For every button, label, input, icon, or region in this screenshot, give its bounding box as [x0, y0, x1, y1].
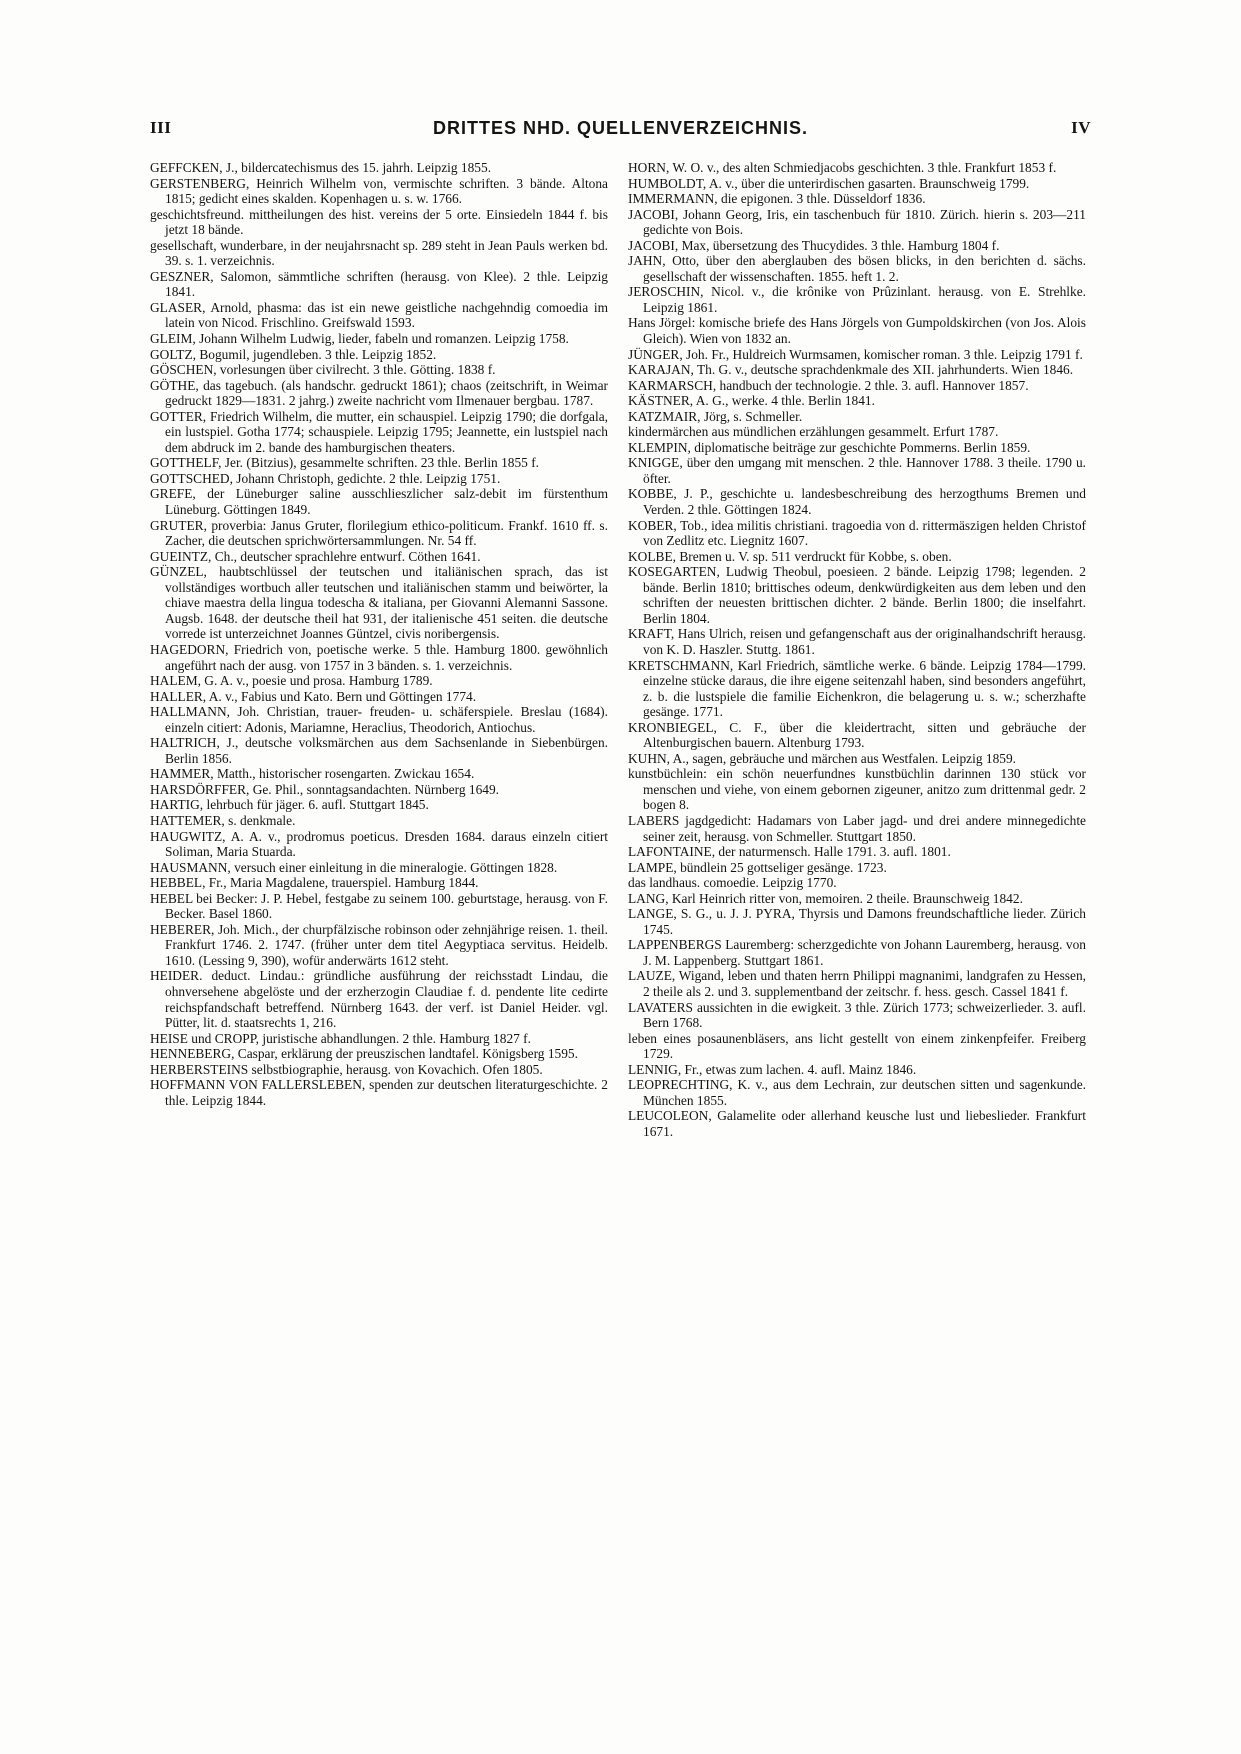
- bibliography-entry: KRETSCHMANN, Karl Friedrich, sämtliche werke. 6 bände. Leipzig 1784—1799. einzelne stücke daraus, die ihre eigene seitenzahl haben, sind besonders angeführt, z. b. die lustspiele die familie Eichenkron, die belagerung u. s. w.; scherzhafte gesänge. 1771.: [628, 657, 1086, 720]
- bibliography-entry: HERBERSTEINS selbstbiographie, herausg. von Kovachich. Ofen 1805.: [150, 1061, 543, 1077]
- bibliography-entry: LEUCOLEON, Galamelite oder allerhand keusche lust und liebeslieder. Frankfurt 1671.: [628, 1108, 1086, 1139]
- bibliography-entry: GOLTZ, Bogumil, jugendleben. 3 thle. Leipzig 1852.: [150, 346, 437, 362]
- bibliography-entry: GOTTSCHED, Johann Christoph, gedichte. 2 thle. Leipzig 1751.: [150, 470, 501, 486]
- bibliography-entry: GÖTHE, das tagebuch. (als handschr. gedruckt 1861); chaos (zeitschrift, in Weimar gedruckt 1829—1831. 2 jahrg.) zweite nachricht vom Ilmenauer bergbau. 1787.: [150, 377, 608, 409]
- bibliography-entry: KOBER, Tob., idea militis christiani. tragoedia von d. rittermäszigen helden Christof von Zedlitz etc. Liegnitz 1607.: [628, 517, 1086, 549]
- bibliography-entry: HEBEL bei Becker: J. P. Hebel, festgabe zu seinem 100. geburtstage, herausg. von F. Becker. Basel 1860.: [150, 890, 608, 922]
- bibliography-entry: KOLBE, Bremen u. V. sp. 511 verdruckt für Kobbe, s. oben.: [628, 548, 952, 564]
- left-page-number: III: [150, 118, 172, 137]
- bibliography-entry: LAMPE, bündlein 25 gottseliger gesänge. 1723.: [628, 859, 887, 875]
- bibliography-entry: KARAJAN, Th. G. v., deutsche sprachdenkmale des XII. jahrhunderts. Wien 1846.: [628, 362, 1074, 378]
- left-column: [150, 160, 608, 1108]
- bibliography-entry: JACOBI, Max, übersetzung des Thucydides. 3 thle. Hamburg 1804 f.: [628, 237, 1000, 253]
- bibliography-entry: Hans Jörgel: komische briefe des Hans Jörgels von Gumpoldskirchen (von Jos. Alois Gleich). Wien von 1832 an.: [628, 315, 1086, 347]
- bibliography-entry: KOSEGARTEN, Ludwig Theobul, poesieen. 2 bände. Leipzig 1798; legenden. 2 bände. Berlin 1810; brittisches odeum, denkwürdigkeiten aus dem leben und den schriften der neuesten brittischen dichter. 2 bände. Berlin 1800; die inselfahrt. Berlin 1804.: [628, 564, 1086, 626]
- bibliography-entry: kindermärchen aus mündlichen erzählungen gesammelt. Erfurt 1787.: [628, 424, 999, 440]
- bibliography-entry: LAUZE, Wigand, leben und thaten herrn Philippi magnanimi, landgrafen zu Hessen, 2 theile als 2. und 3. supplementband der zeitschr. f. hess. gesch. Cassel 1841 f.: [628, 968, 1086, 999]
- right-column: [628, 160, 1086, 1139]
- bibliography-entry: LANGE, S. G., u. J. J. PYRA, Thyrsis und Damons freundschaftliche lieder. Zürich 1745.: [628, 906, 1086, 937]
- bibliography-entry: leben eines posaunenbläsers, ans licht gestellt von einem zinkenpfeifer. Freiberg 1729.: [628, 1030, 1086, 1062]
- bibliography-entry: GLEIM, Johann Wilhelm Ludwig, lieder, fabeln und romanzen. Leipzig 1758.: [150, 331, 569, 347]
- bibliography-entry: das landhaus. comoedie. Leipzig 1770.: [628, 875, 837, 891]
- bibliography-entry: LABERS jagdgedicht: Hadamars von Laber jagd- und drei andere minnegedichte seiner zeit, herausg. von Schmeller. Stuttgart 1850.: [628, 812, 1086, 844]
- bibliography-entry: GLASER, Arnold, phasma: das ist ein newe geistliche nachgehndig comoedia im latein von Nicod. Frischlino. Greifswald 1593.: [150, 299, 608, 331]
- bibliography-entry: HENNEBERG, Caspar, erklärung der preuszischen landtafel. Königsberg 1595.: [150, 1046, 578, 1062]
- bibliography-entry: HEISE und CROPP, juristische abhandlungen. 2 thle. Hamburg 1827 f.: [150, 1030, 531, 1046]
- bibliography-entry: KATZMAIR, Jörg, s. Schmeller.: [628, 408, 803, 424]
- bibliography-entry: LAPPENBERGS Lauremberg: scherzgedichte von Johann Lauremberg, herausg. von J. M. Lappenberg. Stuttgart 1861.: [628, 937, 1086, 968]
- bibliography-entry: HOFFMANN VON FALLERSLEBEN, spenden zur deutschen literaturgeschichte. 2 thle. Leipzig 1844.: [150, 1077, 608, 1108]
- bibliography-entry: HAGEDORN, Friedrich von, poetische werke. 5 thle. Hamburg 1800. gewöhnlich angeführt nach der ausg. von 1757 in 3 bänden. s. 1. verzeichnis.: [150, 641, 608, 673]
- bibliography-entry: HAUGWITZ, A. A. v., prodromus poeticus. Dresden 1684. daraus einzeln citiert Soliman, Maria Stuarda.: [150, 828, 608, 860]
- bibliography-entry: GRUTER, proverbia: Janus Gruter, florilegium ethico-politicum. Frankf. 1610 ff. s. Zacher, die deutschen sprichwörtersammlungen. Nr. 54 ff.: [150, 517, 608, 549]
- page-title: DRITTES NHD. QUELLENVERZEICHNIS.: [432, 118, 809, 138]
- bibliography-entry: HALTRICH, J., deutsche volksmärchen aus dem Sachsenlande in Siebenbürgen. Berlin 1856.: [150, 735, 608, 766]
- bibliography-entry: KARMARSCH, handbuch der technologie. 2 thle. 3. aufl. Hannover 1857.: [628, 377, 1029, 393]
- bibliography-entry: geschichtsfreund. mittheilungen des hist. vereins der 5 orte. Einsiedeln 1844 f. bis jetzt 18 bände.: [150, 206, 608, 238]
- bibliography-entry: HARSDÖRFFER, Ge. Phil., sonntagsandachten. Nürnberg 1649.: [150, 781, 500, 797]
- bibliography-entry: LEOPRECHTING, K. v., aus dem Lechrain, zur deutschen sitten und sagenkunde. München 1855.: [628, 1077, 1086, 1108]
- bibliography-entry: HAMMER, Matth., historischer rosengarten. Zwickau 1654.: [150, 766, 475, 782]
- bibliography-entry: GOTTER, Friedrich Wilhelm, die mutter, ein schauspiel. Leipzig 1790; die dorfgala, ein lustspiel. Gotha 1774; schauspiele. Leipzig 1795; Jeannette, ein lustspiel nach dem abdruck im 2. bande des hamburgischen theaters.: [150, 408, 608, 455]
- bibliography-entry: LAVATERS aussichten in die ewigkeit. 3 thle. Zürich 1773; schweizerlieder. 3. aufl. Bern 1768.: [628, 999, 1086, 1031]
- bibliography-entry: KNIGGE, über den umgang mit menschen. 2 thle. Hannover 1788. 3 theile. 1790 u. öfter.: [628, 455, 1086, 486]
- right-page-number: IV: [1071, 118, 1091, 137]
- bibliography-entry: GOTTHELF, Jer. (Bitzius), gesammelte schriften. 23 thle. Berlin 1855 f.: [150, 455, 540, 471]
- bibliography-entry: HORN, W. O. v., des alten Schmiedjacobs geschichten. 3 thle. Frankfurt 1853 f.: [628, 160, 1057, 175]
- bibliography-entry: HUMBOLDT, A. v., über die unterirdischen gasarten. Braunschweig 1799.: [628, 175, 1030, 191]
- bibliography-entry: KUHN, A., sagen, gebräuche und märchen aus Westfalen. Leipzig 1859.: [628, 750, 1016, 766]
- bibliography-entry: GÖSCHEN, vorlesungen über civilrecht. 3 thle. Götting. 1838 f.: [150, 362, 496, 378]
- bibliography-entry: GREFE, der Lüneburger saline ausschlieszlicher salz-debit im fürstenthum Lüneburg. Göttingen 1849.: [150, 486, 608, 518]
- bibliography-entry: HATTEMER, s. denkmale.: [150, 812, 296, 828]
- bibliography-entry: GERSTENBERG, Heinrich Wilhelm von, vermischte schriften. 3 bände. Altona 1815; gedicht eines skalden. Kopenhagen u. s. w. 1766.: [150, 175, 608, 207]
- bibliography-entry: GEFFCKEN, J., bildercatechismus des 15. jahrh. Leipzig 1855.: [150, 160, 492, 175]
- bibliography-entry: HALLMANN, Joh. Christian, trauer- freuden- u. schäferspiele. Breslau (1684). einzeln citiert: Adonis, Mariamne, Heraclius, Theodorich, Antiochus.: [150, 704, 608, 735]
- bibliography-entry: JEROSCHIN, Nicol. v., die krônike von Prûzinlant. herausg. von E. Strehlke. Leipzig 1861.: [628, 284, 1086, 315]
- bibliography-entry: GUEINTZ, Ch., deutscher sprachlehre entwurf. Cöthen 1641.: [150, 548, 481, 564]
- bibliography-entry: IMMERMANN, die epigonen. 3 thle. Düsseldorf 1836.: [628, 191, 926, 207]
- bibliography-entry: HALLER, A. v., Fabius und Kato. Bern und Göttingen 1774.: [150, 688, 477, 704]
- bibliography-entry: KRONBIEGEL, C. F., über die kleidertracht, sitten und gebräuche der Altenburgischen bauern. Altenburg 1793.: [628, 719, 1086, 751]
- bibliography-entry: JÜNGER, Joh. Fr., Huldreich Wurmsamen, komischer roman. 3 thle. Leipzig 1791 f.: [628, 346, 1083, 362]
- bibliography-entry: HEBBEL, Fr., Maria Magdalene, trauerspiel. Hamburg 1844.: [150, 875, 479, 891]
- bibliography-entry: kunstbüchlein: ein schön neuerfundnes kunstbüchlin darinnen 130 stück vor menschen und viehe, von einem gebornen zigeuner, anitzo zum drittenmal gedr. 2 bogen 8.: [628, 766, 1086, 813]
- bibliography-entry: LANG, Karl Heinrich ritter von, memoiren. 2 theile. Braunschweig 1842.: [628, 890, 1023, 906]
- bibliography-entry: KRAFT, Hans Ulrich, reisen und gefangenschaft aus der originalhandschrift herausg. von K. D. Haszler. Stuttg. 1861.: [628, 626, 1086, 657]
- bibliography-entry: LAFONTAINE, der naturmensch. Halle 1791. 3. aufl. 1801.: [628, 844, 951, 860]
- bibliography-entry: JAHN, Otto, über den aberglauben des bösen blicks, in den berichten d. sächs. gesellschaft der wissenschaften. 1855. heft 1. 2.: [628, 253, 1086, 284]
- bibliography-entry: HALEM, G. A. v., poesie und prosa. Hamburg 1789.: [150, 673, 433, 689]
- bibliography-entry: KÄSTNER, A. G., werke. 4 thle. Berlin 1841.: [628, 393, 875, 409]
- bibliography-entry: KOBBE, J. P., geschichte u. landesbeschreibung des herzogthums Bremen und Verden. 2 thle. Göttingen 1824.: [628, 486, 1086, 518]
- bibliography-entry: HEIDER. deduct. Lindau.: gründliche ausführung der reichsstadt Lindau, die ohnversehene abgelöste und der erzherzogin Claudiae f. d. pendente lite cedirte reichspfandschaft betreffend. Nürnberg 1643. der verf. ist Daniel Heider. vgl. Pütter, lit. d. staatsrechts 1, 216.: [150, 968, 608, 1031]
- bibliography-entry: HARTIG, lehrbuch für jäger. 6. aufl. Stuttgart 1845.: [150, 797, 429, 813]
- bibliography-entry: gesellschaft, wunderbare, in der neujahrsnacht sp. 289 steht in Jean Pauls werken bd. 39. s. 1. verzeichnis.: [150, 237, 608, 269]
- bibliography-entry: JACOBI, Johann Georg, Iris, ein taschenbuch für 1810. Zürich. hierin s. 203—211 gedichte von Bois.: [628, 206, 1086, 238]
- bibliography-entry: HAUSMANN, versuch einer einleitung in die mineralogie. Göttingen 1828.: [150, 859, 558, 875]
- bibliography-entry: GESZNER, Salomon, sämmtliche schriften (herausg. von Klee). 2 thle. Leipzig 1841.: [150, 268, 608, 300]
- bibliography-entry: HEBERER, Joh. Mich., der churpfälzische robinson oder zehnjährige reisen. 1. theil. Frankfurt 1746. 2. 1747. (früher unter dem titel Aegyptiaca servitus. Heidelb. 1610. (Lessing 9, 390), wofür anderwärts 1612 steht.: [150, 921, 608, 968]
- bibliography-entry: LENNIG, Fr., etwas zum lachen. 4. aufl. Mainz 1846.: [628, 1061, 917, 1077]
- bibliography-entry: GÜNZEL, haubtschlüssel der teutschen und italiänischen sprach, das ist vollständiges wortbuch aller teutschen und italiänischen stamm und beiwörter, la chiave maestra della lingua todescha & italiana, per Giovanni Alemanni Sassone. Augsb. 1648. der deutsche theil hat 931, der italienische 451 seiten. die deutsche vorrede ist unterzeichnet Joannes Güntzel, civis noribergensis.: [150, 564, 608, 642]
- bibliography-entry: KLEMPIN, diplomatische beiträge zur geschichte Pommerns. Berlin 1859.: [628, 439, 1031, 455]
